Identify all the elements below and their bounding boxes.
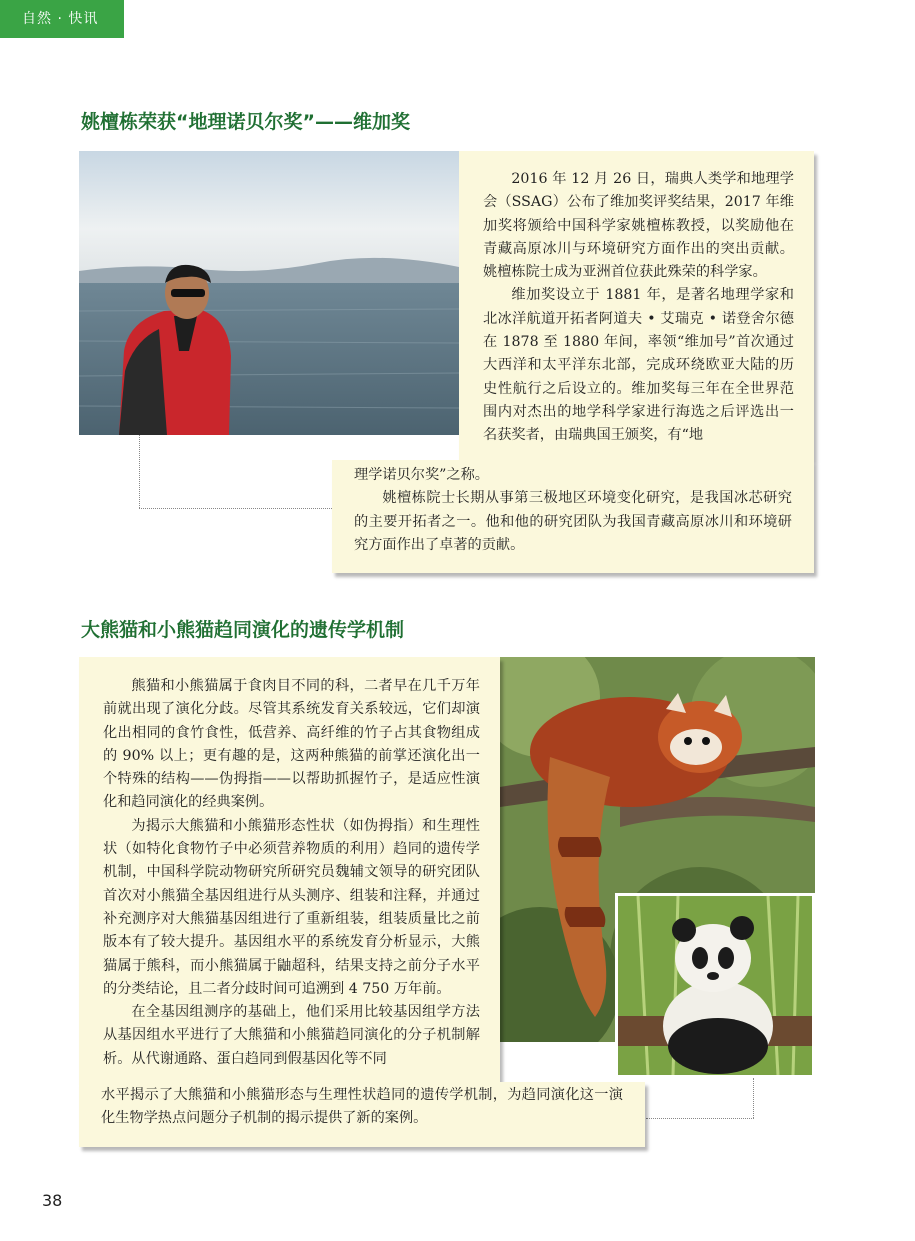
article1-text-box-lower (332, 460, 814, 573)
article2-paragraph: 水平揭示了大熊猫和小熊猫形态与生理性状趋同的遗传学机制，为趋同演化这一演化生物学热点问题分子机制的揭示提供了新的案例。 (101, 1087, 623, 1127)
article1-title: 姚檀栋荣获“地理诺贝尔奖”——维加奖 (81, 111, 410, 133)
article2-paragraph: 在全基因组测序的基础上，他们采用比较基因组学方法从基因组水平进行了大熊猫和小熊猫趋同演化的分子机制解析。从代谢通路、蛋白趋同到假基因化等不同 (103, 1004, 480, 1067)
photo-connector-line (139, 508, 332, 509)
article2-text-box (79, 657, 500, 1082)
article2-text-box-lower (79, 1082, 645, 1147)
section-tag: 自然 · 快讯 (0, 0, 124, 38)
article1-paragraph: 维加奖设立于 1881 年，是著名地理学家和北冰洋航道开拓者阿道夫 • 艾瑞克 • 诺登舍尔德在 1878 至 1880 年间，率领“维加号”首次通过大西洋和太平洋东北部，完成环绕欧亚大陆的历史性航行之后设立的。维加奖每三年在全世界范围内对杰出的地学科学家进行海选之后评选出一名获奖者，由瑞典国王颁奖，有“地 (483, 287, 794, 444)
photo-connector-line (753, 1078, 754, 1118)
giant-panda-photo (615, 893, 815, 1078)
article1-text-box (459, 151, 814, 460)
photo-connector-line (646, 1118, 754, 1119)
page-number: 38 (42, 1191, 63, 1210)
photo-connector-line (139, 435, 140, 508)
article2-paragraph: 为揭示大熊猫和小熊猫形态性状（如伪拇指）和生理性状（如特化食物竹子中必须营养物质的利用）趋同的遗传学机制，中国科学院动物研究所研究员魏辅文领导的研究团队首次对小熊猫全基因组进行从头测序、组装和注释，并通过补充测序对大熊猫基因组进行了重新组装，组装质量比之前版本有了较大提升。基因组水平的系统发育分析显示，大熊猫属于熊科，而小熊猫属于鼬超科，结果支持之前分子水平的分类结论，且二者分歧时间可追溯到 4 750 万年前。 (103, 817, 480, 997)
article1-paragraph: 姚檀栋院士长期从事第三极地区环境变化研究，是我国冰芯研究的主要开拓者之一。他和他的研究团队为我国青藏高原冰川和环境研究方面作出了卓著的贡献。 (354, 490, 792, 553)
article1-paragraph: 理学诺贝尔奖”之称。 (354, 467, 489, 483)
article2-paragraph: 熊猫和小熊猫属于食肉目不同的科，二者早在几千万年前就出现了演化分歧。尽管其系统发育关系较远，它们却演化出相同的食竹食性，低营养、高纤维的竹子占其食物组成的 90% 以上；更有趣的是，这两种熊猫的前掌还演化出一个特殊的结构——伪拇指——以帮助抓握竹子，是适应性演化和趋同演化的经典案例。 (103, 678, 480, 811)
scientist-photo (79, 151, 459, 435)
article1-paragraph: 2016 年 12 月 26 日，瑞典人类学和地理学会（SSAG）公布了维加奖评奖结果，2017 年维加奖将颁给中国科学家姚檀栋教授，以奖励他在青藏高原冰川与环境研究方面作出的突出贡献。姚檀栋院士成为亚洲首位获此殊荣的科学家。 (483, 171, 794, 281)
article2-title: 大熊猫和小熊猫趋同演化的遗传学机制 (81, 619, 405, 641)
